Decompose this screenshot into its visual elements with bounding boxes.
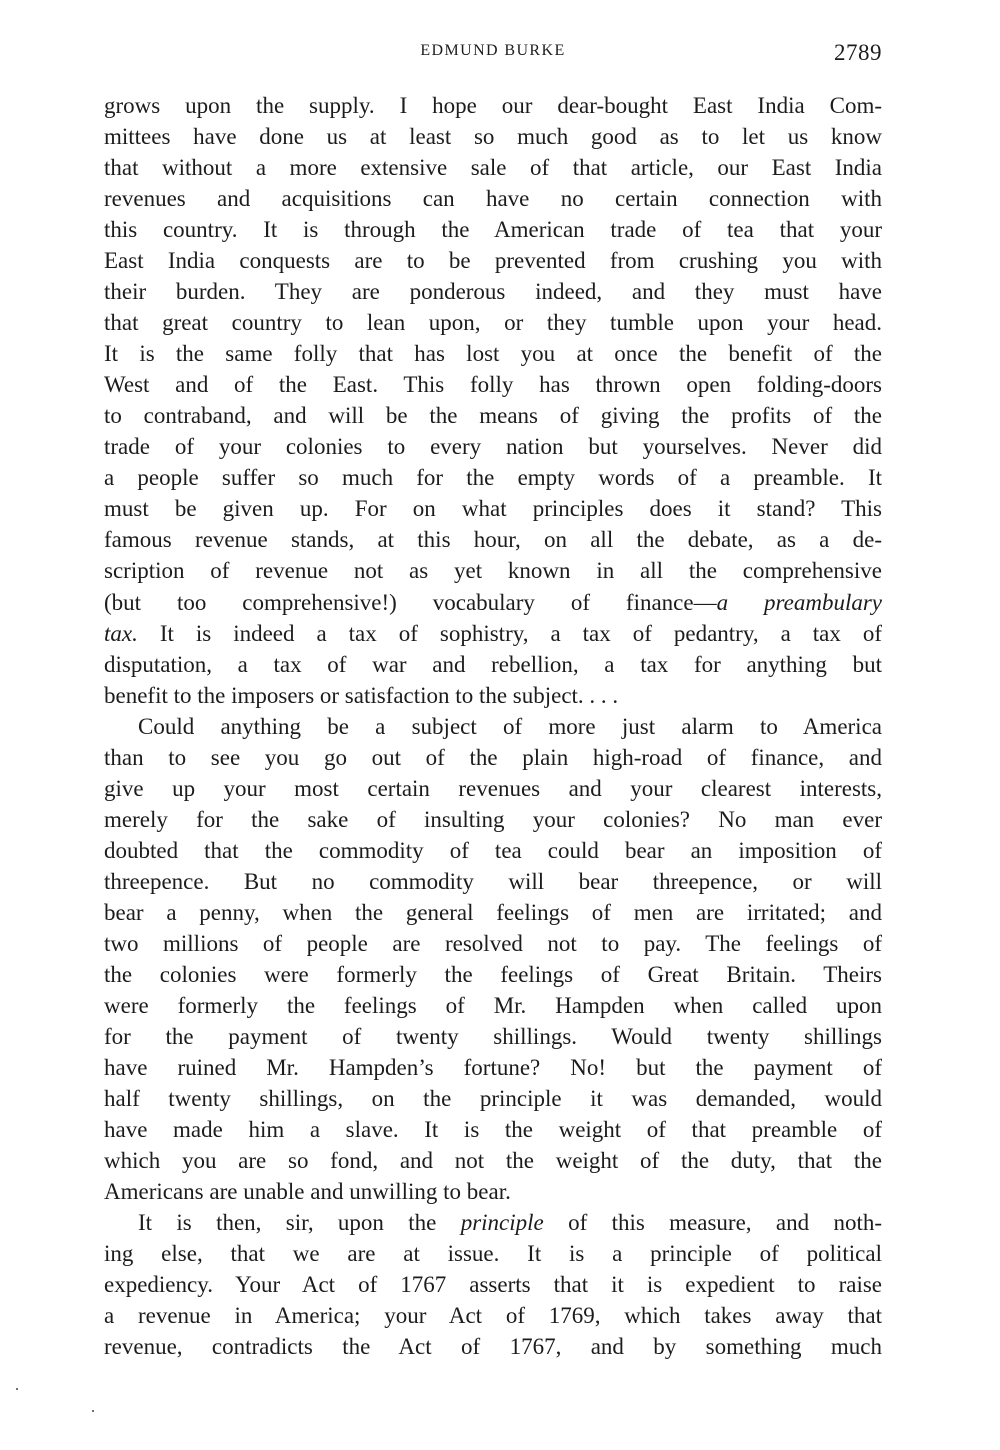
text-line	[104, 1145, 882, 1176]
text-segment: merely for the sake of insulting your colonies? No man ever	[104, 806, 882, 832]
text-segment: Could anything be a subject of more just alarm to America	[138, 713, 882, 739]
italic-text: principle	[460, 1210, 544, 1236]
text-line	[104, 1269, 882, 1300]
text-segment: give up your most certain revenues and your clearest interests,	[104, 775, 882, 801]
text-line	[104, 431, 882, 462]
italic-text: a preambulary	[716, 589, 882, 615]
text-line	[104, 680, 882, 711]
text-segment: East India conquests are to be prevented from crushing you with	[104, 248, 882, 274]
text-segment: It is then, sir, upon the	[138, 1210, 461, 1236]
text-line	[104, 214, 882, 245]
text-segment: disputation, a tax of war and rebellion, a tax for anything but	[104, 651, 882, 677]
text-segment: of this measure, and noth-	[543, 1210, 882, 1236]
text-line	[104, 1021, 882, 1052]
text-line	[104, 1207, 882, 1238]
text-line	[104, 1083, 882, 1114]
text-segment: for the payment of twenty shillings. Would twenty shillings	[104, 1023, 882, 1049]
text-segment: that without a more extensive sale of that article, our East India	[104, 155, 882, 181]
text-segment: revenues and acquisitions can have no certain connection with	[104, 186, 882, 212]
running-title: EDMUND BURKE	[420, 42, 566, 59]
text-segment: benefit to the imposers or satisfaction to the subject. . . .	[104, 682, 619, 708]
text-line	[104, 866, 882, 897]
text-line	[104, 711, 882, 742]
text-line	[104, 121, 882, 152]
text-line	[104, 742, 882, 773]
text-segment: mittees have done us at least so much good as to let us know	[104, 124, 882, 150]
text-line	[104, 773, 882, 804]
text-line	[104, 1176, 882, 1207]
text-line	[104, 928, 882, 959]
text-segment: revenue, contradicts the Act of 1767, and by something much	[104, 1334, 882, 1360]
text-segment: their burden. They are ponderous indeed, and they must have	[104, 279, 882, 305]
text-segment: the colonies were formerly the feelings of Great Britain. Theirs	[104, 961, 882, 987]
text-line	[104, 493, 882, 524]
text-segment: grows upon the supply. I hope our dear-bought East India Com-	[104, 93, 882, 118]
text-segment: West and of the East. This folly has thrown open folding-doors	[104, 372, 882, 398]
page-number: 2789	[834, 40, 882, 65]
text-line	[104, 400, 882, 431]
body-text	[104, 90, 882, 1362]
text-segment: were formerly the feelings of Mr. Hampden when called upon	[104, 992, 882, 1018]
text-line	[104, 1238, 882, 1269]
text-line	[104, 835, 882, 866]
scan-speck	[92, 1410, 94, 1412]
text-line	[104, 245, 882, 276]
text-line	[104, 649, 882, 680]
text-segment: two millions of people are resolved not to pay. The feelings of	[104, 930, 882, 956]
text-line	[104, 183, 882, 214]
text-segment: that great country to lean upon, or they tumble upon your head.	[104, 310, 882, 336]
text-segment: It is the same folly that has lost you at once the benefit of the	[104, 341, 882, 367]
text-line	[104, 804, 882, 835]
text-line	[104, 338, 882, 369]
text-segment: trade of your colonies to every nation but yourselves. Never did	[104, 434, 882, 460]
text-line	[104, 276, 882, 307]
text-line	[104, 1300, 882, 1331]
text-line	[104, 307, 882, 338]
text-segment: scription of revenue not as yet known in all the comprehensive	[104, 558, 882, 584]
text-segment: ing else, that we are at issue. It is a principle of political	[104, 1241, 882, 1267]
text-segment: a revenue in America; your Act of 1769, which takes away that	[104, 1303, 882, 1329]
scan-speck	[16, 1388, 18, 1390]
text-line	[104, 959, 882, 990]
text-line	[104, 555, 882, 586]
text-segment: must be given up. For on what principles does it stand? This	[104, 496, 882, 522]
text-line	[104, 587, 882, 618]
text-line	[104, 1331, 882, 1362]
text-segment: expediency. Your Act of 1767 asserts that it is expedient to raise	[104, 1272, 882, 1298]
text-segment: have ruined Mr. Hampden’s fortune? No! but the payment of	[104, 1054, 882, 1080]
text-line	[104, 90, 882, 121]
text-line	[104, 152, 882, 183]
text-segment: (but too comprehensive!) vocabulary of finance—	[104, 589, 717, 615]
text-segment: which you are so fond, and not the weight of the duty, that the	[104, 1148, 882, 1174]
text-segment: famous revenue stands, at this hour, on all the debate, as a de-	[104, 527, 882, 553]
text-segment: to contraband, and will be the means of giving the profits of the	[104, 403, 882, 429]
text-line	[104, 524, 882, 555]
text-segment: bear a penny, when the general feelings of men are irritated; and	[104, 899, 882, 925]
text-segment: half twenty shillings, on the principle it was demanded, would	[104, 1086, 882, 1111]
text-line	[104, 1114, 882, 1145]
text-line	[104, 369, 882, 400]
text-line	[104, 990, 882, 1021]
text-segment: doubted that the commodity of tea could bear an imposition of	[104, 837, 882, 863]
text-segment: Americans are unable and unwilling to bear.	[104, 1179, 511, 1205]
text-segment: this country. It is through the American trade of tea that your	[104, 217, 882, 243]
running-head	[104, 40, 882, 70]
italic-text: tax.	[104, 620, 138, 646]
text-segment: threepence. But no commodity will bear threepence, or will	[104, 868, 882, 894]
text-line	[104, 1052, 882, 1083]
text-segment: have made him a slave. It is the weight of that preamble of	[104, 1117, 882, 1143]
text-line	[104, 462, 882, 493]
text-segment: It is indeed a tax of sophistry, a tax of pedantry, a tax of	[137, 620, 882, 646]
text-line	[104, 897, 882, 928]
text-segment: than to see you go out of the plain high-road of finance, and	[104, 744, 882, 770]
text-segment: a people suffer so much for the empty words of a preamble. It	[104, 465, 882, 491]
text-line	[104, 618, 882, 649]
